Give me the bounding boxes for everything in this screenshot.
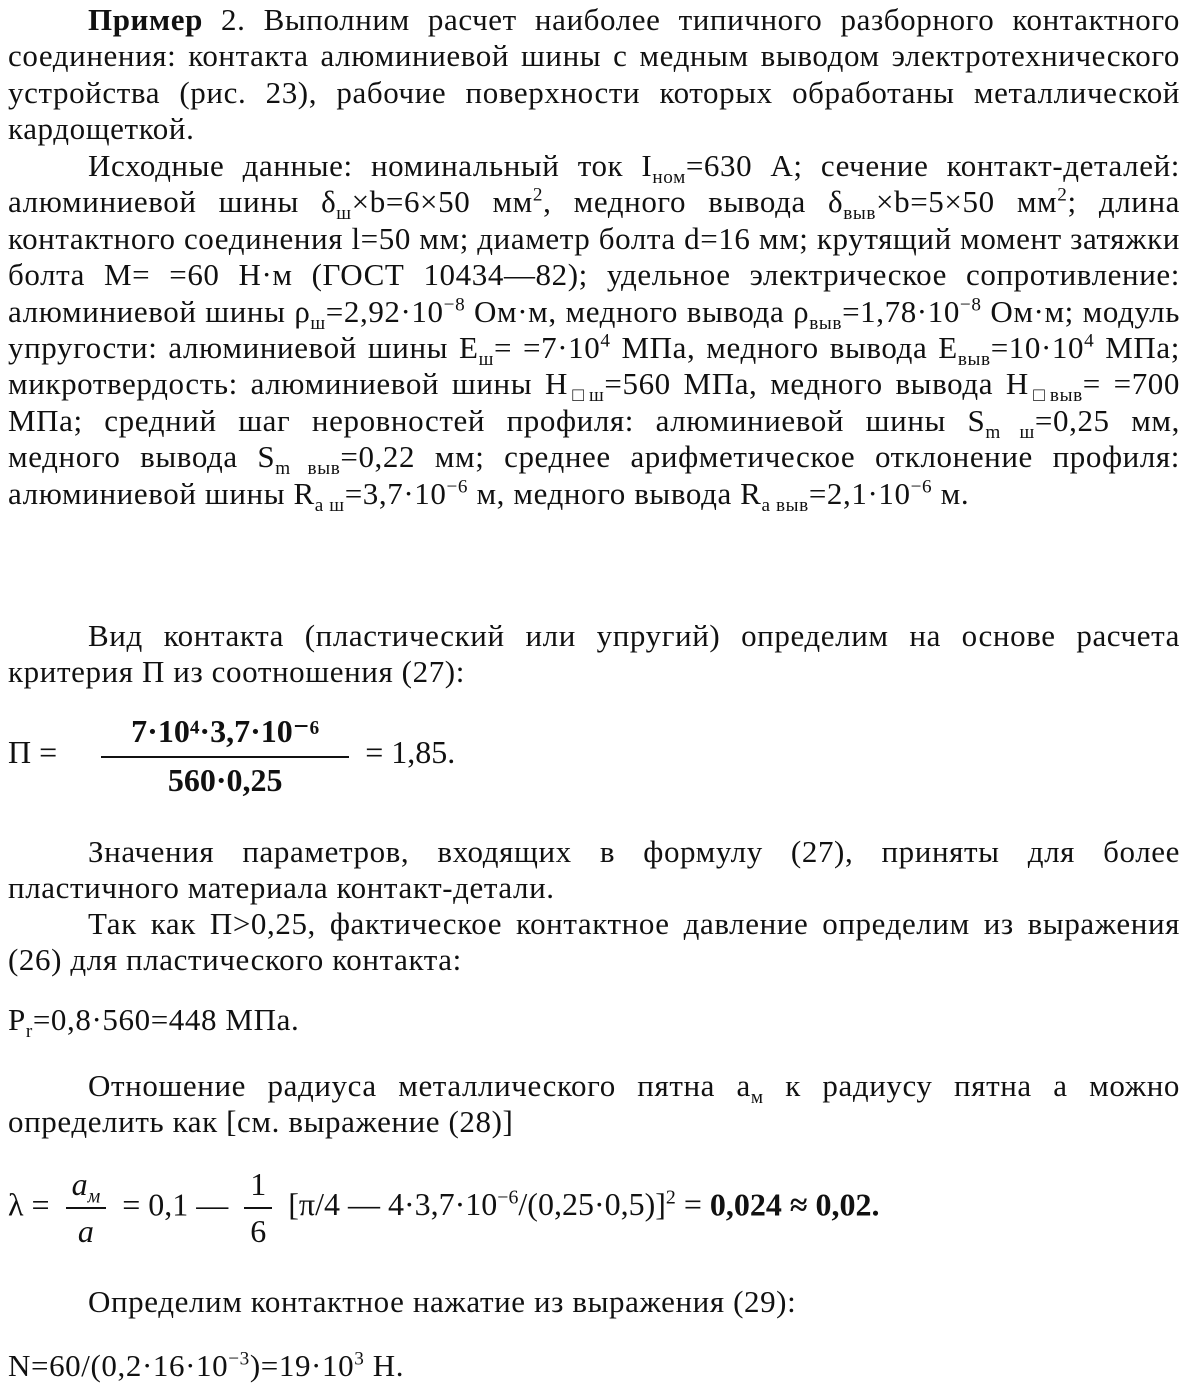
- formula-lambda-frac1-numerator: $a_м$: [66, 1166, 107, 1209]
- paragraph-contact-type: Вид контакта (пластический или упругий) определим на основе расчета критерия П из соотношения (27):: [8, 618, 1180, 690]
- formula-pressure: $P_r=0,8\cdot 560=448$ МПа.: [8, 1002, 300, 1043]
- formula-lambda-rest: [π/4 — $4\cdot 3,7\cdot 10^{-6}/(0,25\cdot 0,5)]^2$ =: [288, 1186, 710, 1223]
- formula-lambda: [8, 1166, 879, 1250]
- paragraph-radius-ratio: Отношение радиуса металлического пятна $a_м$ к радиусу пятна a можно определить как [см. выражение (28)]: [8, 1068, 1181, 1140]
- formula-p-fraction: [101, 712, 349, 799]
- paragraph-input-data: Исходные данные: номинальный ток $I_{ном}=630$ А; сечение контакт-деталей: алюминиевой шины $\delta_ш\times b=6\times 50$ $мм^2$, медного вывода $\delta_{выв}\times b=5\times 50$ $мм^2$; длина контактного соединения l=50 мм; диаметр болта d=16 мм; крутящий момент затяжки болта M= =60 Н·м (ГОСТ 10434—82); удельное электрическое сопротивление: алюминиевой шины $\rho_ш=2,92\cdot 10^{-8}$ Ом·м, медного вывода $\rho_{выв}=1,78\cdot 10^{-8}$ Ом·м; модуль упругости: алюминиевой шины $E_ш= =7\cdot 10^4$ МПа, медного вывода $E_{выв}=10\cdot 10^4$ МПа; микротвердость: алюминиевой шины $H_{□ш}=560$ МПа, медного вывода $H_{□выв}= =700$ МПа; средний шаг неровностей профиля: алюминиевой шины $S_{m ш}=0,25$ мм, медного вывода $S_{m выв}=0,22$ мм; среднее арифметическое отклонение профиля: алюминиевой шины $R_{a ш}=3,7\cdot 10^{-6}$ м, медного вывода $R_{a выв}=2,1\cdot 10^{-6}$ м.: [8, 148, 1181, 516]
- paragraph-example-intro: [8, 2, 1180, 148]
- formula-lambda-frac2-numerator: 1: [244, 1166, 272, 1209]
- paragraph-parameter-values: Значения параметров, входящих в формулу (27), приняты для более пластичного материала контакт-детали.: [8, 834, 1180, 906]
- example-intro-text: 2. Выполним расчет наиболее типичного разборного контактного соединения: контакта алюминиевой шины с медным выводом электротехнического устройства (рис. 23), рабочие поверхности которых обработаны металлической кардощеткой.: [8, 2, 1180, 147]
- formula-contact-force: $N=60/(0,2\cdot 16\cdot 10^{-3})=19\cdot 10^3$ Н.: [8, 1348, 405, 1383]
- formula-p-lhs: П =: [8, 733, 58, 770]
- formula-p-rhs: = 1,85.: [365, 733, 456, 770]
- formula-lambda-frac2-denominator: 6: [250, 1213, 267, 1249]
- formula-lambda-lhs: λ =: [8, 1186, 50, 1223]
- formula-lambda-mid: = 0,1 —: [122, 1186, 229, 1223]
- formula-lambda-fraction-2: [244, 1166, 272, 1250]
- formula-p-denominator: 560·0,25: [167, 762, 283, 798]
- example-lead: Пример: [88, 2, 203, 37]
- paragraph-contact-force: Определим контактное нажатие из выражения (29):: [88, 1284, 797, 1319]
- formula-p-numerator: 7·10⁴·3,7·10⁻⁶: [101, 712, 349, 758]
- formula-lambda-frac1-denominator: a: [77, 1213, 94, 1249]
- formula-lambda-result: 0,024 ≈ 0,02.: [709, 1186, 880, 1223]
- formula-lambda-fraction-1: [66, 1166, 107, 1250]
- formula-criterion-p: [8, 712, 455, 799]
- paragraph-pressure-intro: Так как П>0,25, фактическое контактное давление определим из выражения (26) для пластического контакта:: [8, 906, 1180, 978]
